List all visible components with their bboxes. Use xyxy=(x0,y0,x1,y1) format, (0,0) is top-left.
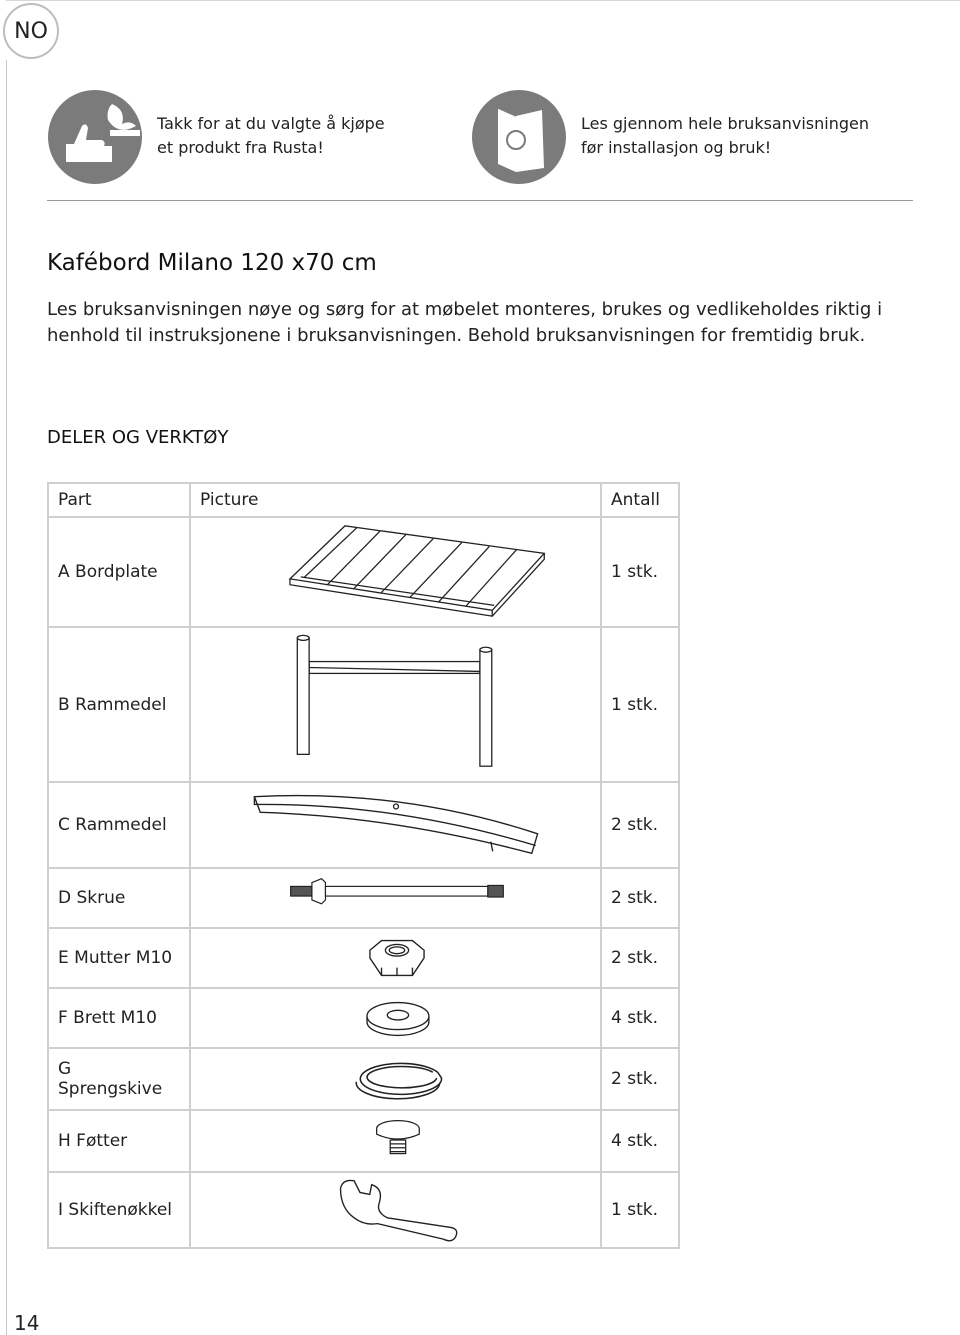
header-part: Part xyxy=(48,483,190,517)
intro-read-line-2: før installasjon og bruk! xyxy=(581,138,772,157)
table-row xyxy=(48,627,679,782)
part-name: H Føtter xyxy=(48,1110,190,1172)
frame-b-icon xyxy=(191,628,602,781)
part-name: D Skrue xyxy=(48,868,190,928)
table-row xyxy=(48,868,679,928)
part-picture xyxy=(190,1110,601,1172)
part-name: B Rammedel xyxy=(48,627,190,782)
part-name: F Brett M10 xyxy=(48,988,190,1048)
table-row xyxy=(48,1172,679,1248)
lead-paragraph: Les bruksanvisningen nøye og sørg for at møbelet monteres, brukes og vedlikeholdes riktig i henhold til instruksjonene i bruksanvisningen. Behold bruksanvisningen for fremtidig bruk. xyxy=(47,299,883,346)
header-divider xyxy=(47,200,913,201)
part-picture xyxy=(190,517,601,627)
nut-icon xyxy=(191,929,602,987)
table-row xyxy=(48,517,679,627)
page-frame-left xyxy=(6,60,7,1335)
parts-table xyxy=(47,482,680,1249)
part-quantity: 4 stk. xyxy=(601,988,679,1048)
part-picture xyxy=(190,1048,601,1110)
header-picture: Picture xyxy=(190,483,601,517)
thumbs-up-icon xyxy=(48,90,142,184)
part-name: C Rammedel xyxy=(48,782,190,868)
part-name: A Bordplate xyxy=(48,517,190,627)
intro-thanks-text xyxy=(157,112,385,160)
header-quantity: Antall xyxy=(601,483,679,517)
wrench-icon xyxy=(191,1173,602,1247)
washer-icon xyxy=(191,989,602,1047)
frame-c-icon xyxy=(191,783,602,867)
part-picture xyxy=(190,782,601,868)
part-quantity: 1 stk. xyxy=(601,517,679,627)
table-row xyxy=(48,1110,679,1172)
table-row xyxy=(48,988,679,1048)
part-picture xyxy=(190,928,601,988)
table-row xyxy=(48,1048,679,1110)
part-name: E Mutter M10 xyxy=(48,928,190,988)
part-quantity: 2 stk. xyxy=(601,1048,679,1110)
part-quantity: 2 stk. xyxy=(601,868,679,928)
parts-table-header-row xyxy=(48,483,679,517)
part-name: I Skiftenøkkel xyxy=(48,1172,190,1248)
section-title: DELER OG VERKTØY xyxy=(47,427,229,448)
part-quantity: 1 stk. xyxy=(601,1172,679,1248)
intro-thanks-line-1: Takk for at du valgte å kjøpe xyxy=(157,114,385,133)
page-number: 14 xyxy=(14,1311,40,1335)
intro-read-line-1: Les gjennom hele bruksanvisningen xyxy=(581,114,869,133)
part-picture xyxy=(190,1172,601,1248)
page-frame-top xyxy=(6,0,960,1)
part-quantity: 2 stk. xyxy=(601,928,679,988)
product-title: Kafébord Milano 120 x70 cm xyxy=(47,250,377,276)
part-picture xyxy=(190,627,601,782)
spring-washer-icon xyxy=(191,1049,602,1109)
part-quantity: 1 stk. xyxy=(601,627,679,782)
foot-icon xyxy=(191,1111,602,1171)
table-top-icon xyxy=(191,518,602,626)
screw-icon xyxy=(191,869,602,927)
part-name: G Sprengskive xyxy=(48,1048,190,1110)
table-row xyxy=(48,928,679,988)
table-row xyxy=(48,782,679,868)
intro-thanks-line-2: et produkt fra Rusta! xyxy=(157,138,324,157)
manual-icon xyxy=(472,90,566,184)
part-picture xyxy=(190,988,601,1048)
intro-read-text xyxy=(581,112,869,160)
part-quantity: 2 stk. xyxy=(601,782,679,868)
part-picture xyxy=(190,868,601,928)
part-quantity: 4 stk. xyxy=(601,1110,679,1172)
language-badge: NO xyxy=(3,3,59,59)
